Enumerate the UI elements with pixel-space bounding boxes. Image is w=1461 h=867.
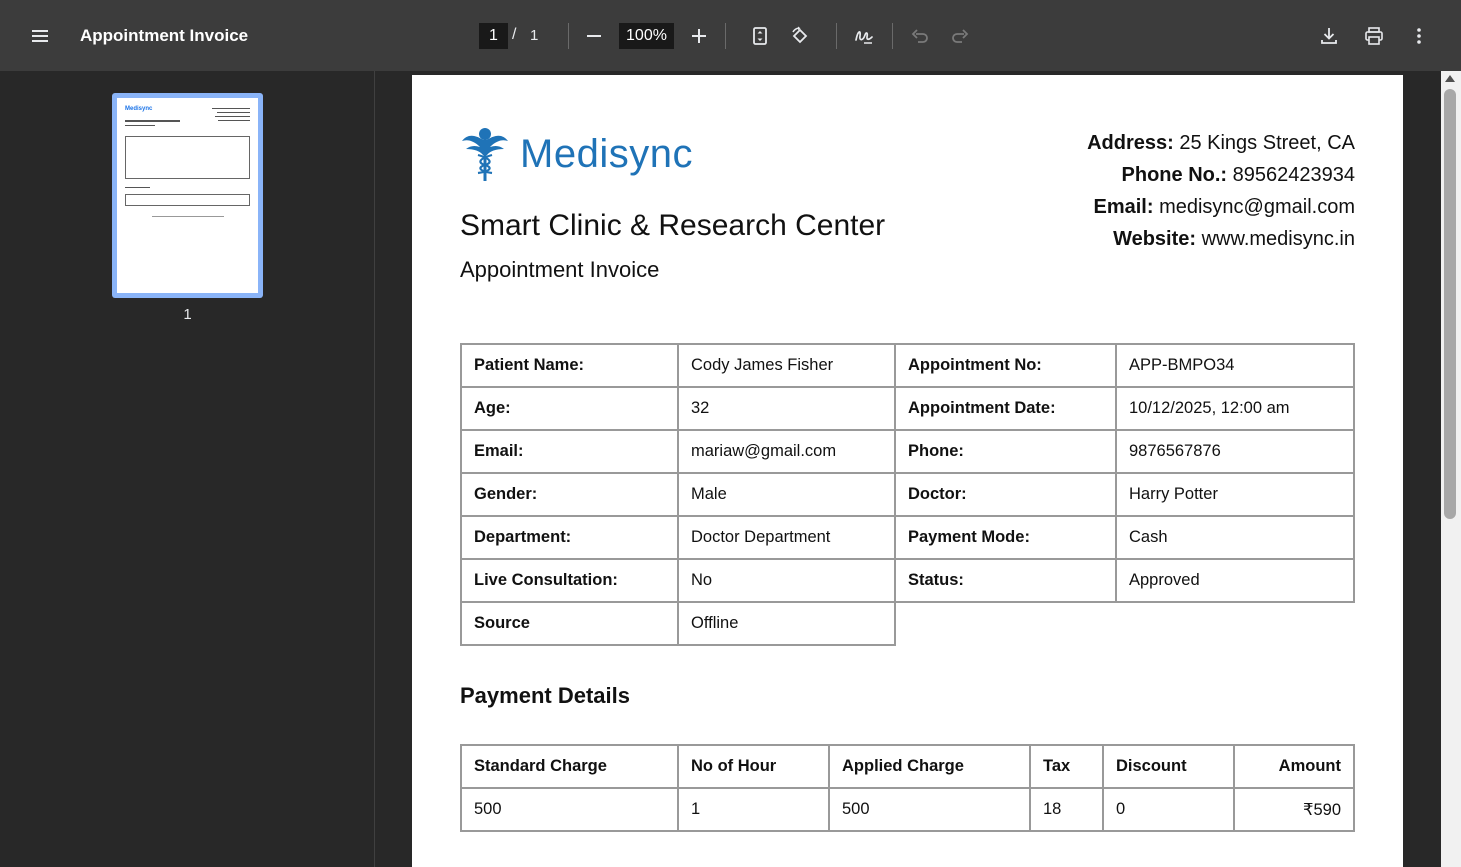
table-header-row — [461, 745, 1354, 788]
redo-icon — [950, 26, 970, 46]
thumb-line — [215, 116, 250, 117]
field-value: mariaw@gmail.com — [678, 430, 895, 473]
brand-logo — [460, 125, 693, 183]
table-row — [461, 559, 1354, 602]
column-header: Discount — [1103, 745, 1234, 788]
field-label: Email: — [461, 430, 678, 473]
zoom-out-button[interactable] — [576, 18, 612, 54]
column-header: Applied Charge — [829, 745, 1030, 788]
thumb-details-table — [125, 136, 250, 179]
rotate-icon — [790, 26, 810, 46]
column-header: Amount — [1234, 745, 1354, 788]
field-label: Phone: — [895, 430, 1116, 473]
scrollbar-thumb[interactable] — [1444, 89, 1456, 519]
thumb-line — [125, 187, 150, 188]
table-row — [461, 516, 1354, 559]
clinic-name: Smart Clinic & Research Center — [460, 209, 886, 242]
field-value: 10/12/2025, 12:00 am — [1116, 387, 1354, 430]
zoom-in-button[interactable] — [681, 18, 717, 54]
rotate-button[interactable] — [782, 18, 818, 54]
thumb-payment-table — [125, 194, 250, 206]
redo-button[interactable] — [942, 18, 978, 54]
table-cell: 0 — [1103, 788, 1234, 831]
contact-value: medisync@gmail.com — [1159, 196, 1355, 218]
thumb-line — [212, 108, 250, 109]
contact-info — [1087, 127, 1355, 255]
pdf-page — [412, 75, 1403, 867]
contact-label: Email: — [1093, 196, 1154, 218]
page-number-input[interactable]: 1 — [479, 23, 508, 49]
thumb-line — [152, 216, 224, 217]
table-row — [461, 387, 1354, 430]
column-header: No of Hour — [678, 745, 829, 788]
thumb-line — [217, 112, 250, 113]
field-label: Patient Name: — [461, 344, 678, 387]
thumb-line — [125, 120, 180, 122]
fit-to-page-button[interactable] — [742, 18, 778, 54]
field-value: 32 — [678, 387, 895, 430]
thumb-line — [125, 125, 155, 126]
contact-label: Phone No.: — [1121, 164, 1228, 186]
minus-icon — [584, 26, 604, 46]
thumb-line — [218, 120, 250, 121]
field-value: No — [678, 559, 895, 602]
undo-icon — [910, 26, 930, 46]
field-label: Department: — [461, 516, 678, 559]
draw-button[interactable] — [846, 18, 882, 54]
toolbar-divider — [725, 23, 726, 49]
field-label: Gender: — [461, 473, 678, 516]
field-label: Age: — [461, 387, 678, 430]
page-total: 1 — [530, 27, 539, 44]
field-value: Offline — [678, 602, 895, 645]
more-vertical-icon — [1409, 26, 1429, 46]
thumb-logo: Medisync — [125, 106, 153, 112]
document-viewer[interactable] — [376, 71, 1441, 867]
table-cell: ₹590 — [1234, 788, 1354, 831]
field-value: Cody James Fisher — [678, 344, 895, 387]
field-value: Harry Potter — [1116, 473, 1354, 516]
undo-button[interactable] — [902, 18, 938, 54]
table-row — [461, 602, 1354, 645]
printer-icon — [1364, 26, 1384, 46]
empty-cell — [895, 602, 1354, 645]
contact-value: 25 Kings Street, CA — [1179, 132, 1355, 154]
download-button[interactable] — [1311, 18, 1347, 54]
plus-icon — [689, 26, 709, 46]
column-header: Standard Charge — [461, 745, 678, 788]
scroll-up-arrow-icon[interactable] — [1445, 75, 1455, 82]
vertical-scrollbar[interactable] — [1441, 71, 1461, 867]
field-value: Doctor Department — [678, 516, 895, 559]
contact-website — [1087, 223, 1355, 255]
fit-page-icon — [750, 26, 770, 46]
table-cell: 18 — [1030, 788, 1103, 831]
field-value: Cash — [1116, 516, 1354, 559]
field-label: Appointment Date: — [895, 387, 1116, 430]
more-options-button[interactable] — [1401, 18, 1437, 54]
page-separator: / — [512, 26, 517, 43]
menu-icon[interactable] — [22, 18, 58, 54]
payment-details-heading: Payment Details — [460, 683, 630, 708]
page-thumbnail[interactable] — [112, 93, 263, 298]
thumbnail-page-preview — [117, 98, 258, 293]
payment-details-table — [460, 744, 1355, 832]
thumbnail-sidebar — [0, 71, 375, 867]
contact-email — [1087, 191, 1355, 223]
table-row — [461, 344, 1354, 387]
field-label: Payment Mode: — [895, 516, 1116, 559]
zoom-level-input[interactable]: 100% — [619, 23, 674, 49]
field-label: Doctor: — [895, 473, 1116, 516]
caduceus-icon — [460, 125, 510, 183]
table-cell: 500 — [461, 788, 678, 831]
document-type: Appointment Invoice — [460, 257, 660, 282]
brand-name: Medisync — [520, 131, 693, 176]
contact-label: Address: — [1087, 132, 1174, 154]
column-header: Tax — [1030, 745, 1103, 788]
toolbar-divider — [836, 23, 837, 49]
table-cell: 1 — [678, 788, 829, 831]
field-label: Live Consultation: — [461, 559, 678, 602]
field-label: Source — [461, 602, 678, 645]
contact-address — [1087, 127, 1355, 159]
field-label: Appointment No: — [895, 344, 1116, 387]
document-title: Appointment Invoice — [80, 26, 249, 45]
signature-icon — [854, 26, 874, 46]
appointment-details-table — [460, 343, 1355, 646]
table-row — [461, 788, 1354, 831]
table-cell: 500 — [829, 788, 1030, 831]
thumbnail-page-number: 1 — [183, 306, 192, 323]
contact-label: Website: — [1113, 228, 1197, 250]
field-label: Status: — [895, 559, 1116, 602]
field-value: 9876567876 — [1116, 430, 1354, 473]
contact-phone — [1087, 159, 1355, 191]
download-icon — [1319, 26, 1339, 46]
table-row — [461, 473, 1354, 516]
field-value: Approved — [1116, 559, 1354, 602]
print-button[interactable] — [1356, 18, 1392, 54]
contact-value: www.medisync.in — [1201, 228, 1355, 250]
field-value: Male — [678, 473, 895, 516]
field-value: APP-BMPO34 — [1116, 344, 1354, 387]
contact-value: 89562423934 — [1232, 164, 1355, 186]
toolbar-divider — [568, 23, 569, 49]
table-row — [461, 430, 1354, 473]
toolbar-divider — [892, 23, 893, 49]
pdf-toolbar — [0, 0, 1461, 71]
